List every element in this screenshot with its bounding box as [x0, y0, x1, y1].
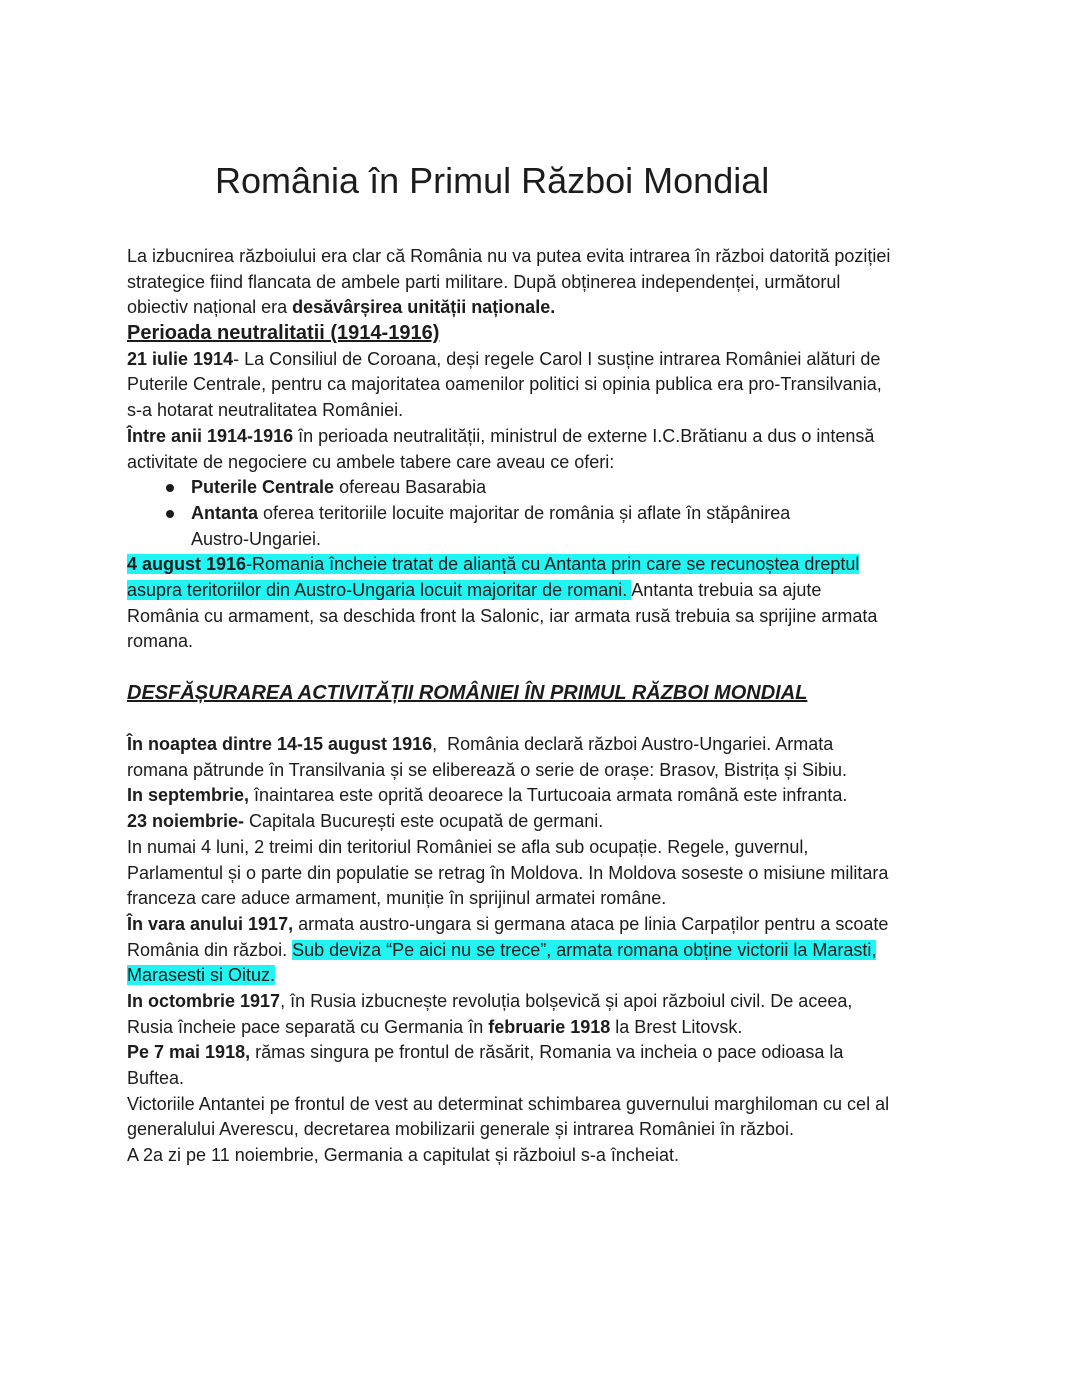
- bold-text: desăvârșirea unității naționale.: [292, 297, 556, 318]
- bold-text: februarie 1918: [488, 1016, 611, 1037]
- text-segment: - La Consiliul de Coroana, deși regele Carol I susține intrarea României alături de: [233, 348, 881, 369]
- text-segment: Puterile Centrale, pentru ca majoritatea oamenilor politici si opinia publica era pro-Transilvania,: [127, 374, 882, 395]
- text-line: [127, 809, 967, 835]
- text-line: [127, 578, 967, 604]
- text-line: [127, 1066, 967, 1092]
- bold-text: În noaptea dintre 14-15 august 1916: [127, 734, 433, 755]
- text-line: [127, 244, 967, 270]
- blank-line: [127, 655, 967, 681]
- highlighted-text: -Romania încheie tratat de alianță cu Antanta prin care se recunoștea dreptul: [246, 554, 860, 575]
- text-segment: generalului Averescu, decretarea mobilizarii generale și intrarea României în război.: [127, 1119, 795, 1140]
- text-segment: Victoriile Antantei pe frontul de vest au determinat schimbarea guvernului marghiloman cu cel al: [127, 1093, 890, 1114]
- highlighted-text: asupra teritoriilor din Austro-Ungaria locuit majoritar de romani.: [127, 579, 632, 600]
- text-segment: armata austro-ungara si germana ataca pe linia Carpaților pentru a scoate: [293, 913, 889, 934]
- text-line: [127, 295, 967, 321]
- bold-text: 23 noiembrie-: [127, 811, 245, 832]
- text-segment: , în Rusia izbucnește revoluția bolșevică și apoi războiul civil. De aceea,: [280, 990, 853, 1011]
- bold-text: 21 iulie 1914: [127, 348, 234, 369]
- text-segment: Buftea.: [127, 1068, 185, 1088]
- text-line: [127, 783, 967, 809]
- bold-text: Între anii 1914-1916: [127, 425, 294, 446]
- bold-text: In septembrie,: [127, 785, 250, 806]
- text-segment: în perioada neutralității, ministrul de externe I.C.Brătianu a dus o intensă: [293, 425, 875, 446]
- text-segment: rămas singura pe frontul de răsărit, Romania va incheia o pace odioasa la: [250, 1042, 844, 1063]
- section-heading: [127, 321, 967, 347]
- text-segment: In numai 4 luni, 2 treimi din teritoriul României se afla sub ocupație. Regele, guvernul,: [127, 836, 809, 857]
- text-line: [127, 732, 967, 758]
- text-segment: romana.: [127, 631, 194, 652]
- text-segment: strategice fiind flancata de ambele parti militare. După obținerea independenței, următorul: [127, 271, 841, 292]
- text-segment: DESFĂȘURAREA ACTIVITĂȚII ROMÂNIEI ÎN PRIMUL RĂZBOI MONDIAL: [127, 681, 808, 704]
- document-body: [127, 244, 967, 1169]
- text-line: [127, 527, 967, 553]
- highlighted-text: Marasesti si Oituz.: [127, 965, 276, 986]
- text-segment: s-a hotarat neutralitatea României.: [127, 400, 404, 421]
- text-line: [127, 1092, 967, 1118]
- bold-text: Antanta: [191, 502, 258, 523]
- text-segment: ofereau Basarabia: [334, 477, 487, 498]
- text-line: [127, 886, 967, 912]
- text-segment: A 2a zi pe 11 noiembrie, Germania a capitulat și războiul s-a încheiat.: [127, 1145, 679, 1166]
- text-line: [127, 398, 967, 424]
- text-segment: Perioada neutralitatii (1914-1916): [127, 322, 440, 345]
- text-line: [127, 989, 967, 1015]
- bold-text: Pe 7 mai 1918,: [127, 1042, 251, 1063]
- text-segment: activitate de negociere cu ambele tabere care aveau ce oferi:: [127, 451, 615, 472]
- bold-text: In octombrie 1917: [127, 990, 281, 1011]
- bullet-item: [127, 475, 967, 501]
- bullet-icon: [166, 510, 174, 518]
- text-line: [127, 424, 967, 450]
- text-line: [127, 1015, 967, 1041]
- bold-text: Puterile Centrale: [191, 477, 335, 498]
- bullet-item: [127, 501, 967, 527]
- text-segment: romana pătrunde în Transilvania și se eliberează o serie de orașe: Brasov, Bistrița și Sibiu.: [127, 759, 848, 780]
- text-segment: La izbucnirea războiului era clar că România nu va putea evita intrarea în război datorită poziției: [127, 246, 891, 266]
- text-line: [127, 912, 967, 938]
- text-line: [127, 758, 967, 784]
- text-segment: România din război.: [127, 939, 293, 960]
- text-segment: obiectiv național era: [127, 297, 293, 318]
- text-segment: Rusia încheie pace separată cu Germania în: [127, 1016, 489, 1037]
- text-segment: Capitala București este ocupată de germani.: [244, 811, 604, 832]
- text-segment: la Brest Litovsk.: [610, 1016, 743, 1037]
- text-line: [127, 861, 967, 887]
- text-line: [127, 552, 967, 578]
- text-segment: Austro-Ungariei.: [191, 528, 322, 549]
- highlighted-text: 4 august 1916: [127, 554, 247, 575]
- text-line: [127, 450, 967, 476]
- text-line: [127, 372, 967, 398]
- text-segment: Antanta trebuia sa ajute: [631, 579, 822, 600]
- bold-text: În vara anului 1917,: [127, 913, 294, 934]
- text-segment: , România declară război Austro-Ungariei. Armata: [432, 734, 834, 755]
- highlighted-text: Sub deviza “Pe aici nu se trece”, armata romana obține victorii la Marasti,: [292, 939, 877, 960]
- text-line: [127, 347, 967, 373]
- text-line: [127, 629, 967, 655]
- text-line: [127, 1117, 967, 1143]
- text-line: [127, 938, 967, 964]
- text-segment: România cu armament, sa deschida front la Salonic, iar armata rusă trebuia sa sprijine armata: [127, 605, 878, 626]
- text-line: [127, 835, 967, 861]
- text-segment: Parlamentul și o parte din populatie se retrag în Moldova. In Moldova soseste o misiune militara: [127, 862, 889, 883]
- bullet-icon: [166, 484, 174, 492]
- blank-line: [127, 706, 967, 732]
- document-title: România în Primul Război Mondial: [215, 160, 770, 201]
- text-segment: înaintarea este oprită deoarece la Turtucoaia armata română este infranta.: [249, 785, 848, 806]
- text-segment: franceza care aduce armament, muniție în sprijinul armatei române.: [127, 888, 667, 909]
- text-line: [127, 1143, 967, 1169]
- section-heading: [127, 681, 967, 707]
- text-line: [127, 963, 967, 989]
- text-segment: oferea teritoriile locuite majoritar de românia și aflate în stăpânirea: [258, 502, 791, 523]
- text-line: [127, 1040, 967, 1066]
- text-line: [127, 604, 967, 630]
- text-line: [127, 270, 967, 296]
